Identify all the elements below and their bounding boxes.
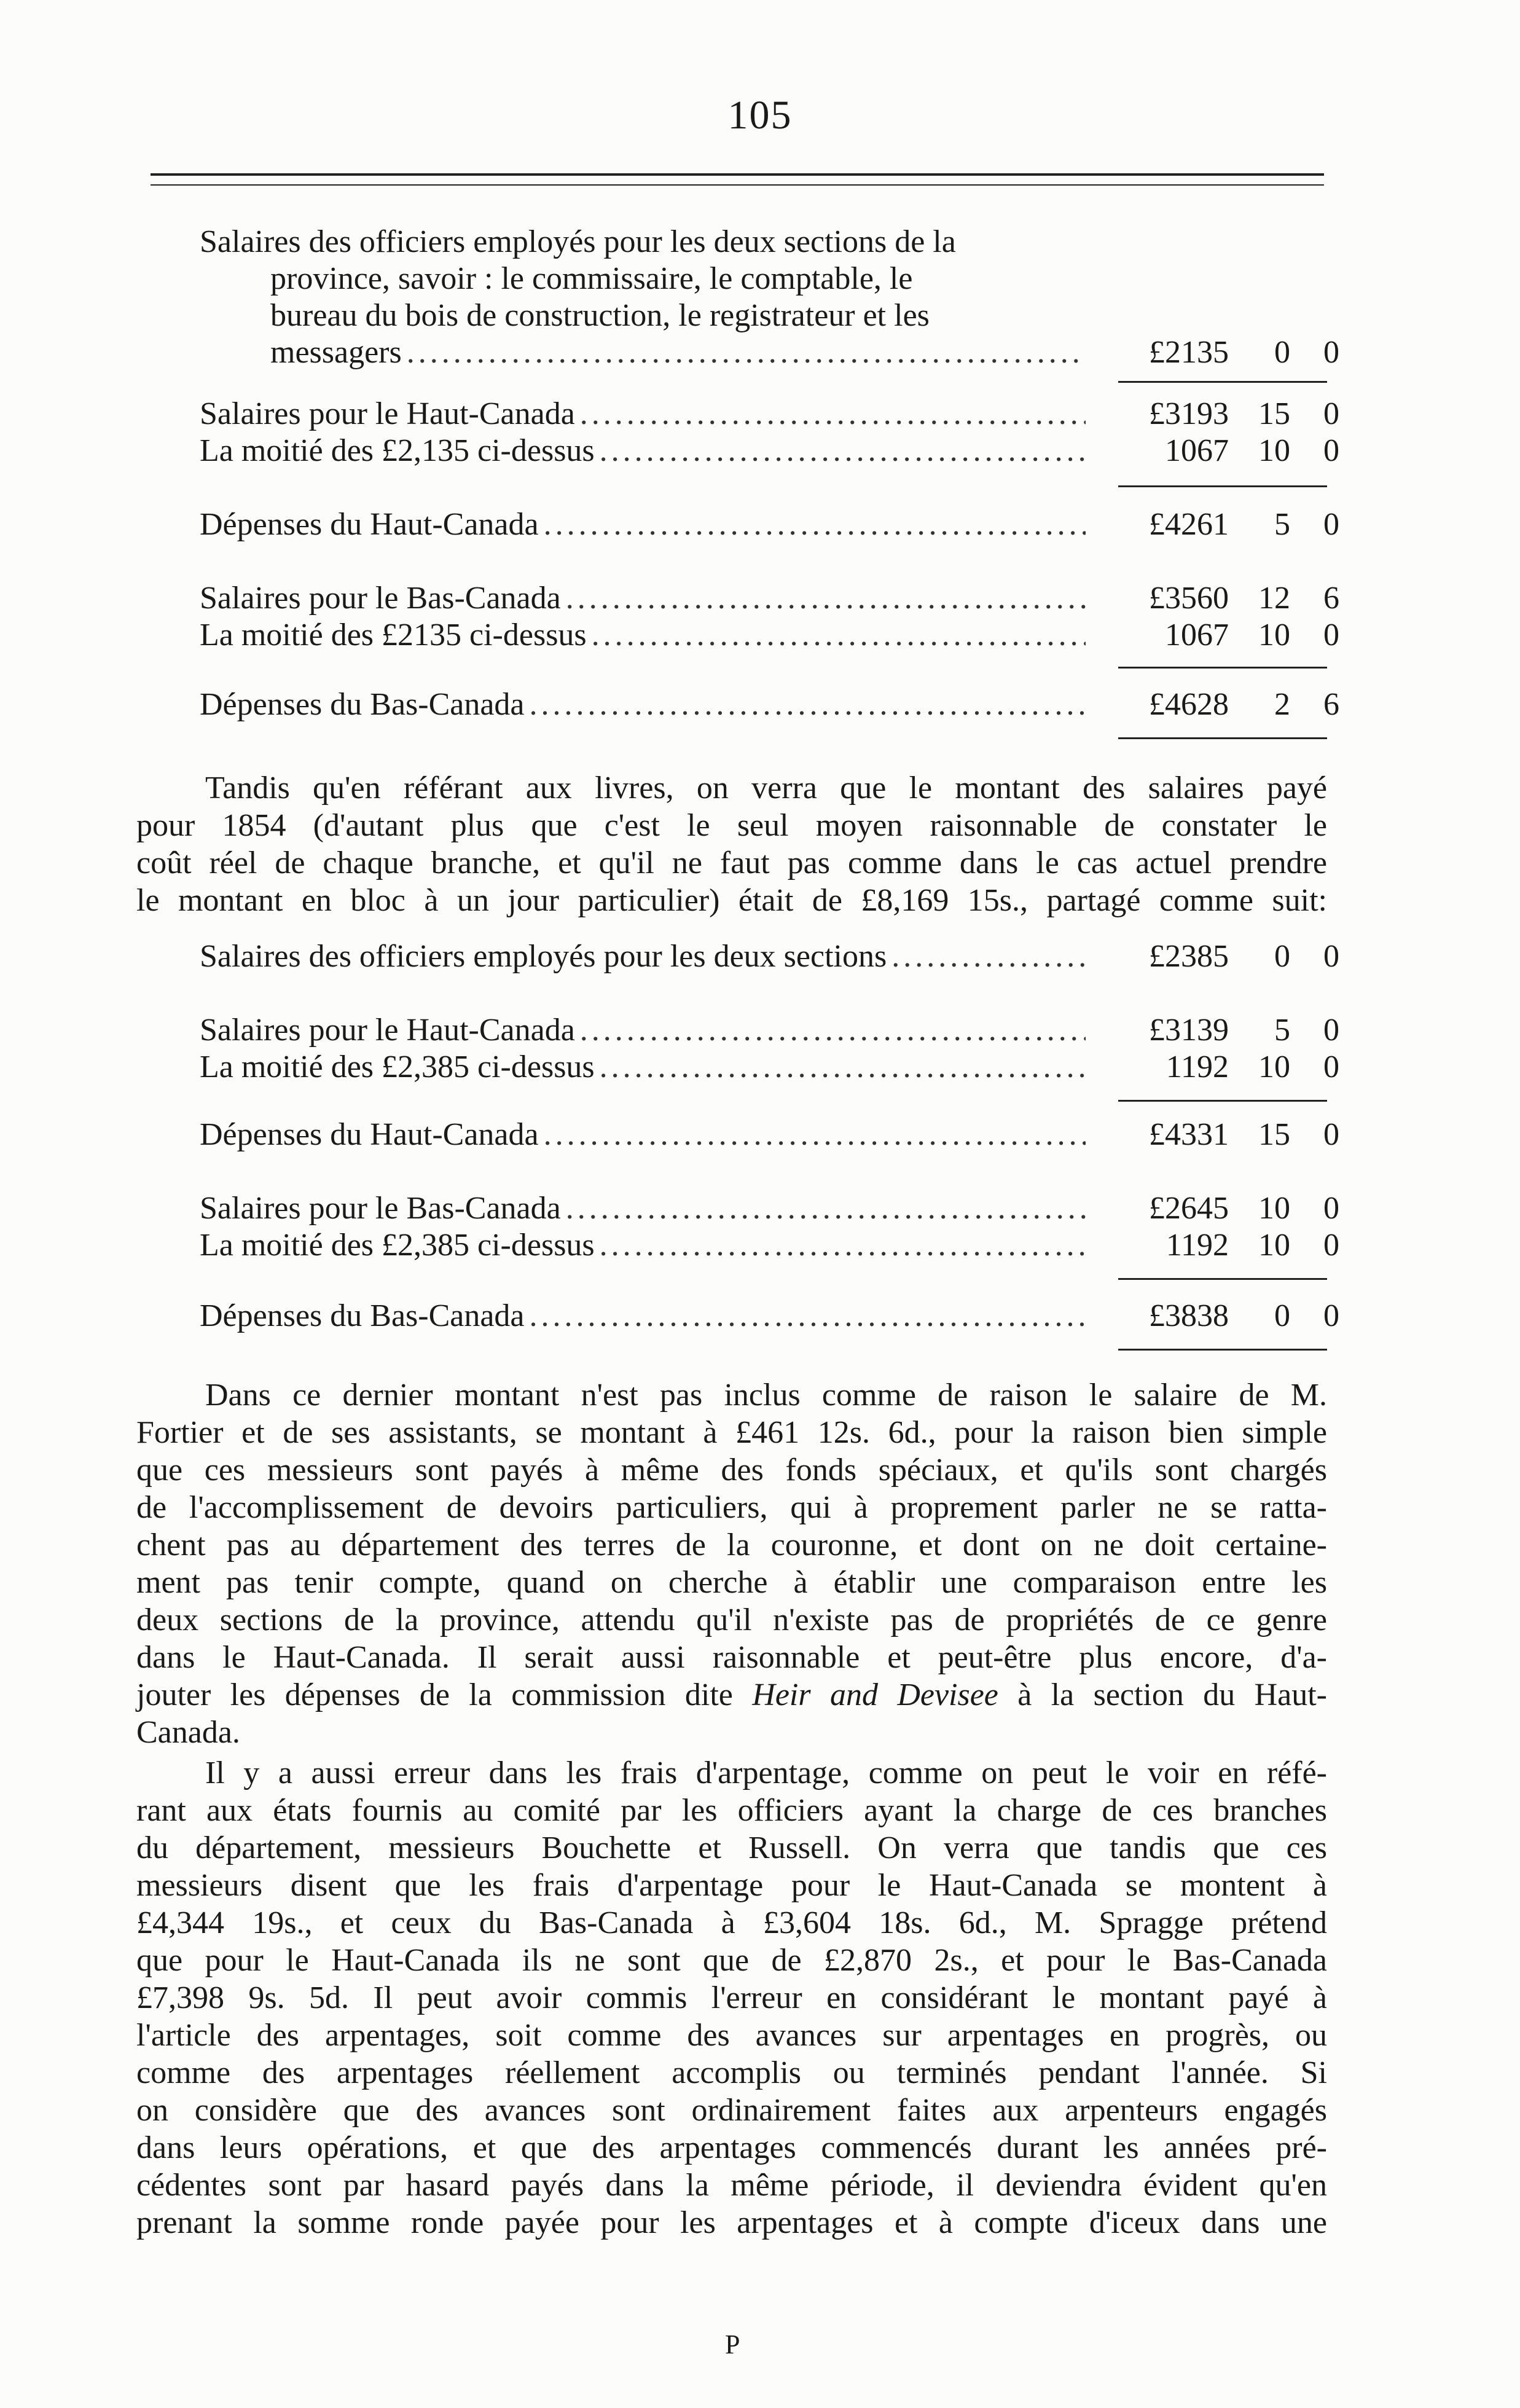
- paragraph: Dans ce dernier montant n'est pas inclus comme de raison le salaire de M. Fortier et de ses assistants, se montant à £461 12s. 6d., pour la raison bien simple que ces messieurs sont payés à même des fonds spéciaux, et qu'ils sont chargés de l'accomplissement de devoirs particuliers, qui à proprement parler ne se ratta- chent pas au département des terres de la couronne, et dont on ne doit certaine- ment pas tenir compte, quand on cherche à établir une comparaison entre les deux sections de la province, attendu qu'il n'existe pas de propriétés de ce genre dans le Haut-Canada. Il serait aussi raisonnable et peut-être plus encore, d'a- jouter les dépenses de la commission dite Heir and Devisee à la section du Haut- Canada.: [136, 1378, 1328, 1750]
- table-row-amount: 1067 10 0: [1165, 433, 1339, 468]
- table-row-label: messagers .....: [270, 333, 1091, 372]
- table-row-label: Dépenses du Bas-Canada .....: [200, 1296, 1091, 1336]
- header-rule-thick: [151, 173, 1324, 176]
- table-row-label: Salaires pour le Bas-Canada .....: [200, 579, 1091, 618]
- paragraph: Il y a aussi erreur dans les frais d'arpentage, comme on peut le voir en réfé- rant aux états fournis au comité par les officiers ayant la charge de ces branches du département, messieurs Bouchette et Russell. On verra que tandis que ces messieurs disent que les frais d'arpentage pour le Haut-Canada se montent à £4,344 19s., et ceux du Bas-Canada à £3,604 18s. 6d., M. Spragge prétend que pour le Haut-Canada ils ne sont que de £2,870 2s., et pour le Bas-Canada £7,398 9s. 5d. Il peut avoir commis l'erreur en considérant le montant payé à l'article des arpentages, soit comme des avances sur arpentages en progrès, ou comme des arpentages réellement accomplis ou terminés pendant l'année. Si on considère que des avances sont ordinairement faites aux arpenteurs engagés dans leurs opérations, et que des arpentages commencés durant les années pré- cédentes sont par hasard payés dans la même période, il deviendra évident qu'en prenant la somme ronde payée pour les arpentages et à compte d'iceux dans une: [136, 1755, 1327, 2240]
- sum-rule: [1118, 667, 1327, 669]
- table-row-amount: £2645 10 0: [1149, 1191, 1339, 1226]
- table-row-amount: £4331 15 0: [1149, 1117, 1339, 1152]
- page-number: 105: [727, 93, 793, 138]
- table-row-amount: £4261 5 0: [1149, 507, 1339, 542]
- paragraph: Tandis qu'en référant aux livres, on verra que le montant des salaires payé pour 1854 (d'autant plus que c'est le seul moyen raisonnable de constater le coût réel de chaque branche, et qu'il ne faut pas comme dans le cas actuel prendre le montant en bloc à un jour particulier) était de £8,169 15s., partagé comme suit:: [136, 771, 1327, 918]
- table-row-label: Dépenses du Haut-Canada .....: [200, 1115, 1091, 1155]
- table-row-label: Salaires pour le Bas-Canada .....: [200, 1189, 1091, 1228]
- table-intro-line: bureau du bois de construction, le registrateur et les: [270, 298, 930, 333]
- sum-rule: [1118, 737, 1327, 739]
- table-intro-line: province, savoir : le commissaire, le comptable, le: [270, 261, 913, 296]
- table-row-amount: 1067 10 0: [1165, 618, 1339, 653]
- table-row-amount: 1192 10 0: [1165, 1049, 1339, 1084]
- table-row-label: Salaires pour le Haut-Canada .....: [200, 1011, 1091, 1050]
- table-row-label: La moitié des £2,385 ci-dessus .....: [200, 1226, 1091, 1265]
- sum-rule: [1118, 1278, 1327, 1280]
- signature-mark: P: [725, 2329, 740, 2359]
- table-row-amount: £3560 12 6: [1149, 581, 1339, 616]
- table-row-label: La moitié des £2,385 ci-dessus .....: [200, 1048, 1091, 1087]
- sum-rule: [1118, 381, 1327, 383]
- table-row-amount: £3193 15 0: [1149, 396, 1339, 431]
- table-row-label: Salaires des officiers employés pour les deux sections .....: [200, 937, 1091, 976]
- table-row-amount: £3139 5 0: [1149, 1013, 1339, 1048]
- table-row-amount: £3838 0 0: [1149, 1298, 1339, 1333]
- table-row-amount: £2135 0 0: [1149, 335, 1339, 370]
- table-row-label: La moitié des £2135 ci-dessus .....: [200, 616, 1091, 655]
- sum-rule: [1118, 485, 1327, 487]
- table-intro-line: Salaires des officiers employés pour les deux sections de la: [200, 224, 956, 259]
- table-row-label: La moitié des £2,135 ci-dessus .....: [200, 431, 1091, 471]
- sum-rule: [1118, 1349, 1327, 1351]
- table-row-label: Dépenses du Bas-Canada .....: [200, 685, 1091, 724]
- table-row-amount: £2385 0 0: [1149, 939, 1339, 974]
- table-row-amount: 1192 10 0: [1165, 1228, 1339, 1263]
- italic-line: jouter les dépenses de la commission dite Heir and Devisee à la section du Haut-: [136, 1677, 1328, 1712]
- table-row-label: Dépenses du Haut-Canada .....: [200, 505, 1091, 544]
- table-row-label: Salaires pour le Haut-Canada .....: [200, 394, 1091, 434]
- table-row-amount: £4628 2 6: [1149, 687, 1339, 722]
- header-rule-thin: [151, 184, 1324, 186]
- sum-rule: [1118, 1100, 1327, 1102]
